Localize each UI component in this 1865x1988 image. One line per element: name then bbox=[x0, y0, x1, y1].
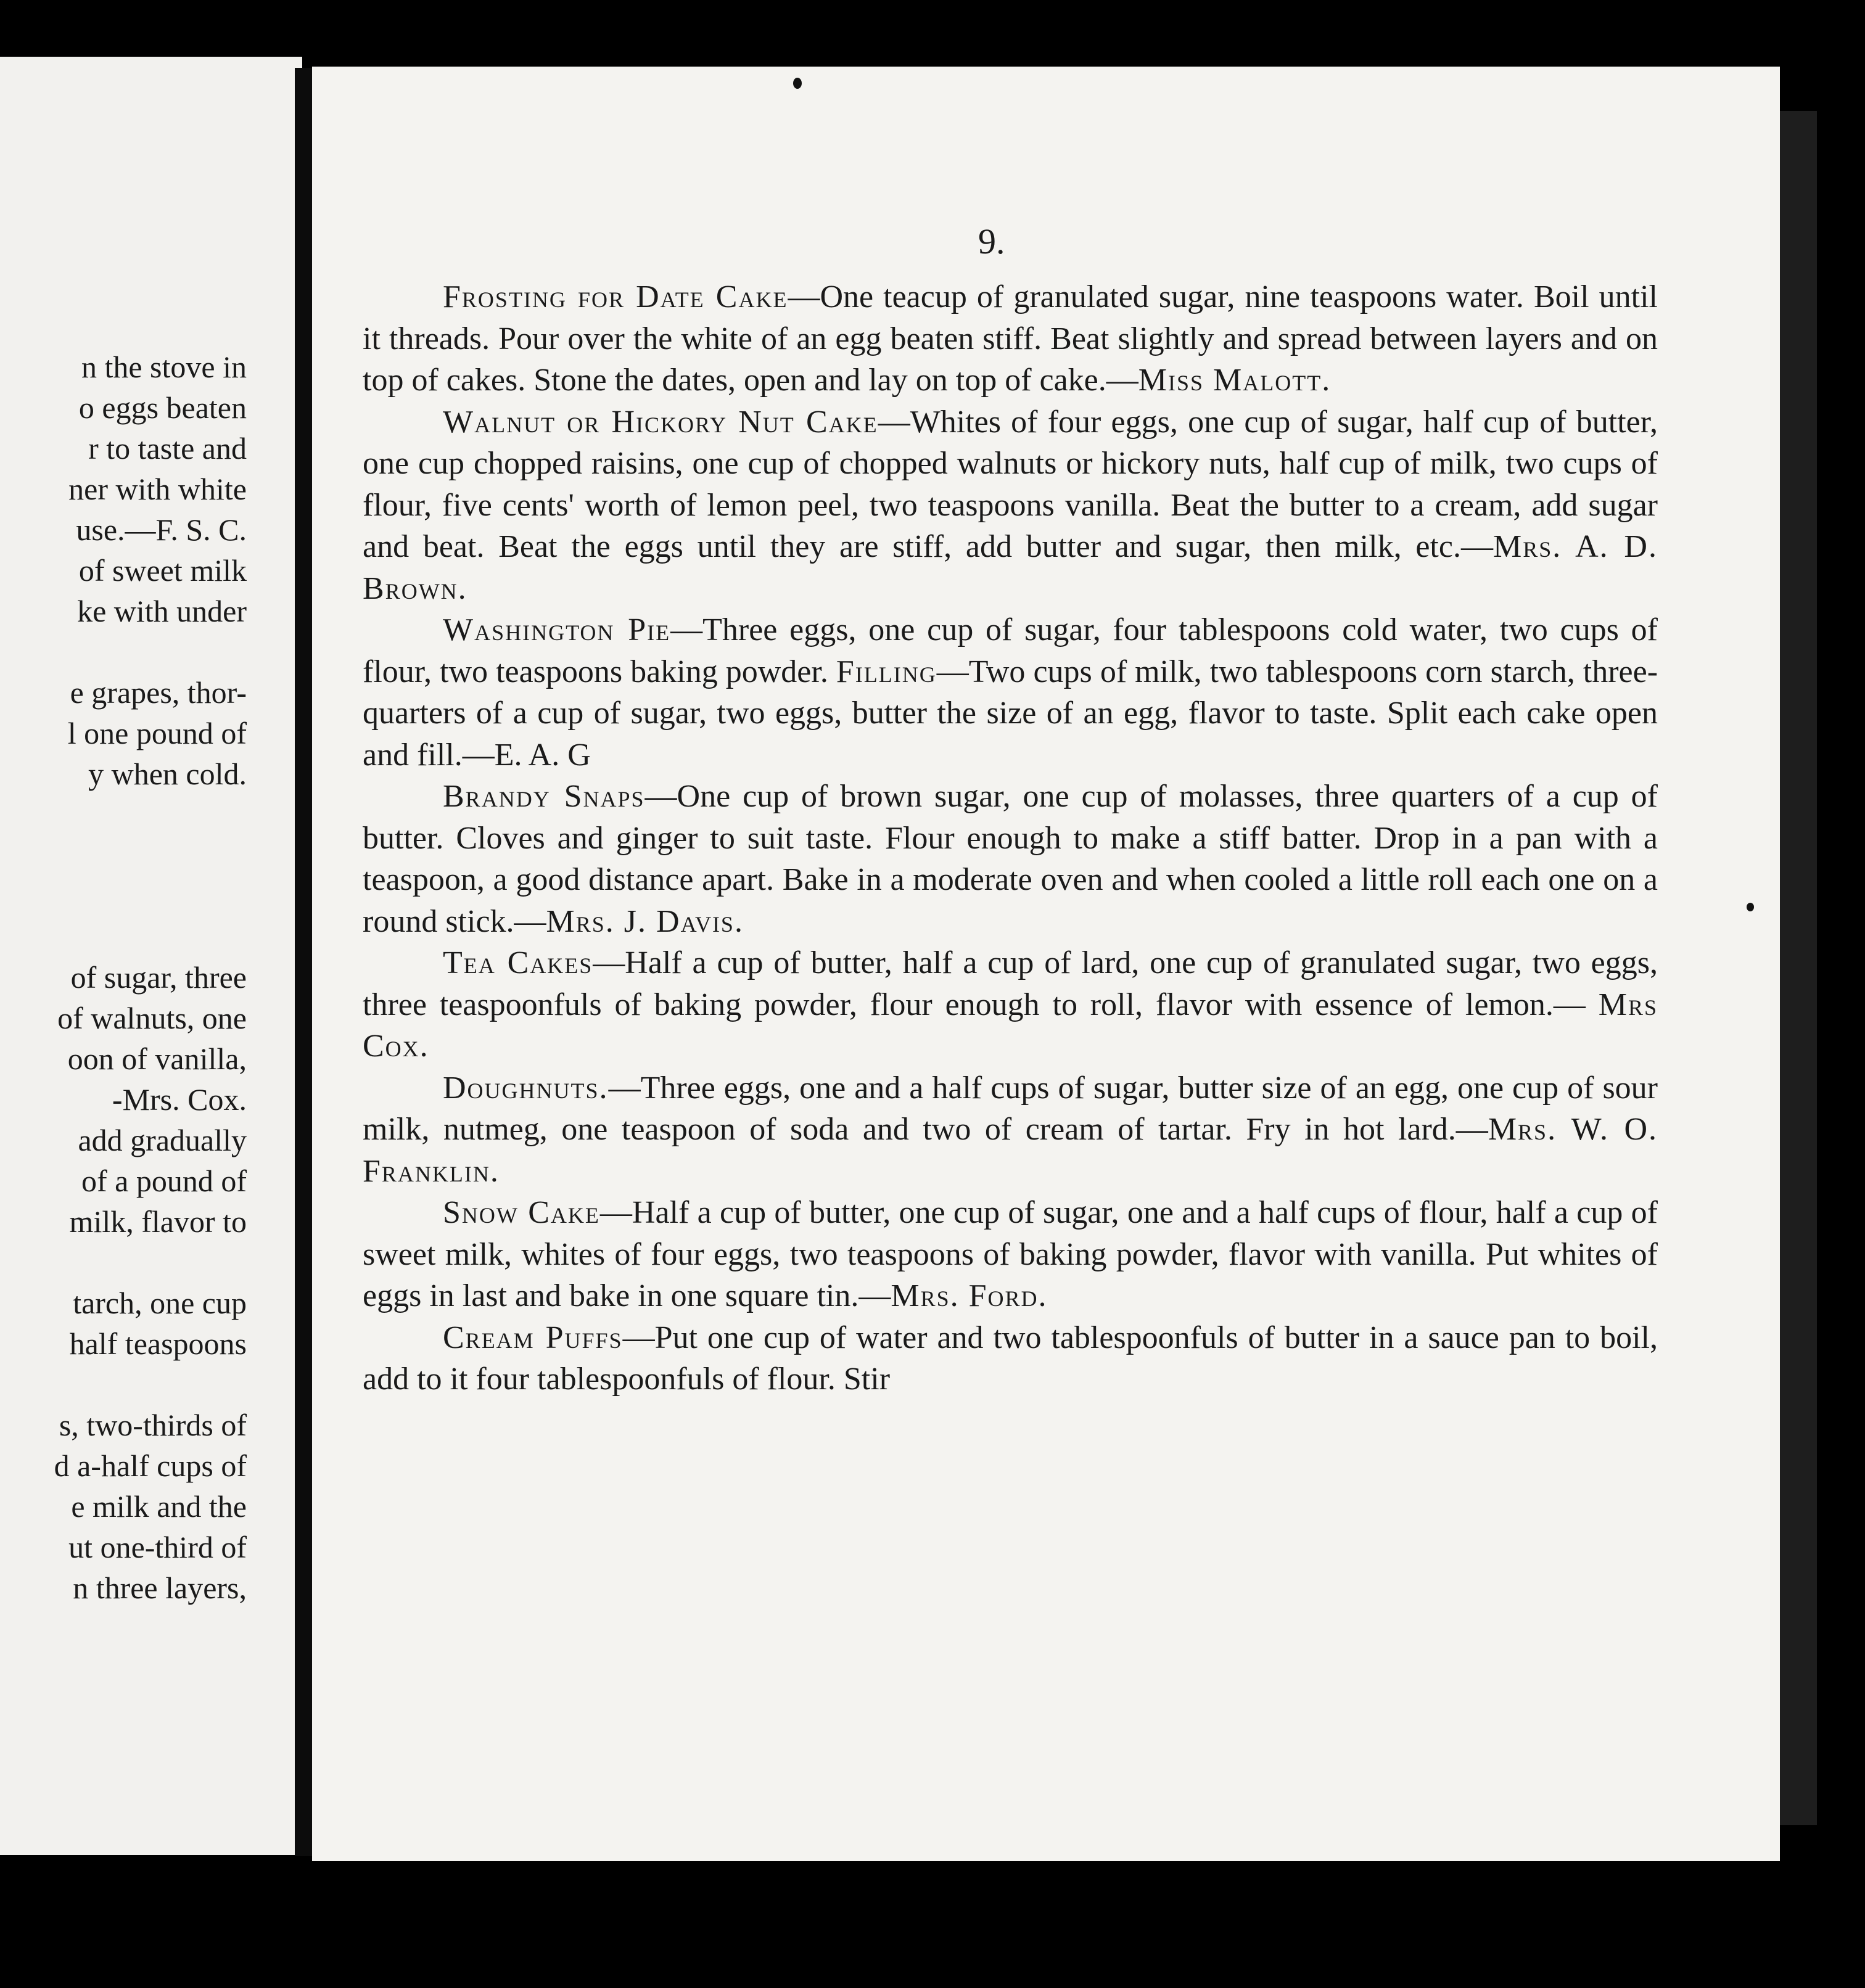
recipe-body: —Put one cup of water and two tablespoonfuls of butter in a sauce pan to boil, add to it four tablespoonfuls of flour. Stir bbox=[363, 1320, 1658, 1397]
recipe-text-block bbox=[363, 276, 1658, 1400]
left-page-line: of sugar, three bbox=[70, 960, 247, 995]
recipe-author: Miss Malott. bbox=[1138, 363, 1332, 398]
recipe-author: Mrs. W. O. Franklin. bbox=[363, 1112, 1658, 1189]
recipe-title: Snow Cake bbox=[443, 1195, 600, 1230]
ink-speck bbox=[793, 78, 802, 89]
left-page-line: half teaspoons bbox=[69, 1326, 247, 1361]
right-page bbox=[312, 67, 1780, 1861]
left-page-line: n the stove in bbox=[81, 350, 247, 384]
left-page-line: e milk and the bbox=[71, 1489, 247, 1524]
left-page-line: y when cold. bbox=[88, 757, 247, 791]
left-page-line: s, two-thirds of bbox=[59, 1408, 247, 1442]
recipe-title: Doughnuts. bbox=[443, 1070, 609, 1106]
left-page-line: l one pound of bbox=[67, 716, 247, 750]
recipe-title: Tea Cakes bbox=[443, 945, 593, 980]
recipe-title: Brandy Snaps bbox=[443, 779, 645, 814]
recipe-cream-puffs bbox=[363, 1317, 1658, 1400]
left-page-line: o eggs beaten bbox=[78, 390, 247, 425]
left-page-line: of a pound of bbox=[81, 1164, 247, 1198]
left-page-line: tarch, one cup bbox=[73, 1286, 247, 1320]
page-number: 9. bbox=[978, 221, 1005, 261]
left-page bbox=[0, 57, 302, 1855]
recipe-author: E. A. G bbox=[494, 737, 591, 773]
page-edge bbox=[1780, 111, 1817, 1825]
recipe-body-continued: —Two cups of milk, two tablespoons corn starch, three-quarters of a cup of sugar, two eggs, butter the size of an egg, flavor to taste. Split each cake open and fill.— bbox=[363, 654, 1658, 773]
recipe-body: —Half a cup of butter, one cup of sugar, one and a half cups of flour, half a cup of sweet milk, whites of four eggs, two teaspoons of baking powder, flavor with vanilla. Put whites of eggs in last and bake in one square tin.— bbox=[363, 1195, 1658, 1313]
left-page-line: r to taste and bbox=[88, 431, 247, 466]
left-page-line: of walnuts, one bbox=[57, 1001, 247, 1035]
book-gutter bbox=[295, 68, 312, 1856]
recipe-title: Washington Pie bbox=[443, 612, 671, 647]
ink-speck bbox=[1747, 903, 1754, 911]
recipe-body: —One cup of brown sugar, one cup of molasses, three quarters of a cup of butter. Cloves and ginger to suit taste. Flour enough to make a stiff batter. Drop in a pan with a teaspoon, a good distance apart. Bake in a moderate oven and when cooled a little roll each one on a round stick.— bbox=[363, 779, 1658, 939]
recipe-author: Mrs. Ford. bbox=[891, 1278, 1048, 1313]
recipe-body: —Whites of four eggs, one cup of sugar, half cup of butter, one cup chopped raisins, one cup of chopped walnuts or hickory nuts, half cup of milk, two cups of flour, five cents' worth of lemon peel, two teaspoons vanilla. Beat the butter to a cream, add sugar and beat. Beat the eggs until they are stiff, add butter and sugar, then milk, etc.— bbox=[363, 404, 1658, 564]
recipe-title: Frosting for Date Cake bbox=[443, 279, 788, 314]
left-page-line: e grapes, thor- bbox=[70, 675, 247, 710]
left-page-line: ke with under bbox=[77, 594, 247, 628]
recipe-body: —Three eggs, one and a half cups of sugar, butter size of an egg, one cup of sour milk, nutmeg, one teaspoon of soda and two of cream of tartar. Fry in hot lard.— bbox=[363, 1070, 1658, 1147]
recipe-subtitle: Filling bbox=[836, 654, 937, 689]
recipe-title: Walnut or Hickory Nut Cake bbox=[443, 404, 878, 440]
recipe-author: Mrs. A. D. Brown. bbox=[363, 529, 1658, 606]
recipe-frosting-for-date-cake bbox=[363, 276, 1658, 401]
left-page-line: n three layers, bbox=[73, 1571, 247, 1605]
recipe-doughnuts bbox=[363, 1067, 1658, 1193]
recipe-snow-cake bbox=[363, 1192, 1658, 1317]
recipe-title: Cream Puffs bbox=[443, 1320, 623, 1355]
recipe-body: —Three eggs, one cup of sugar, four tablespoons cold water, two cups of flour, two teaspoons baking powder. bbox=[363, 612, 1658, 689]
recipe-body: —One teacup of granulated sugar, nine teaspoons water. Boil until it threads. Pour over the white of an egg beaten stiff. Beat slightly and spread between layers and on top of cakes. Stone the dates, open and lay on top of cake.— bbox=[363, 279, 1658, 398]
left-page-line: -Mrs. Cox. bbox=[112, 1082, 247, 1117]
left-page-line: d a-half cups of bbox=[54, 1448, 247, 1483]
recipe-washington-pie bbox=[363, 609, 1658, 776]
left-page-line: use.—F. S. C. bbox=[76, 512, 247, 547]
left-page-line: ner with white bbox=[68, 472, 247, 506]
left-page-line: of sweet milk bbox=[78, 553, 247, 588]
left-page-line: add gradually bbox=[78, 1123, 247, 1157]
recipe-body: —Half a cup of butter, half a cup of lard, one cup of granulated sugar, two eggs, three teaspoonfuls of baking powder, flour enough to roll, flavor with essence of lemon.— bbox=[363, 945, 1658, 1022]
recipe-brandy-snaps bbox=[363, 776, 1658, 942]
recipe-author: Mrs. J. Davis. bbox=[546, 903, 744, 939]
left-page-line: ut one-third of bbox=[68, 1530, 247, 1564]
left-page-line: milk, flavor to bbox=[69, 1204, 247, 1239]
recipe-walnut-cake bbox=[363, 401, 1658, 610]
recipe-tea-cakes bbox=[363, 942, 1658, 1067]
left-page-line: oon of vanilla, bbox=[67, 1041, 247, 1076]
recipe-author: Mrs Cox. bbox=[363, 987, 1658, 1064]
